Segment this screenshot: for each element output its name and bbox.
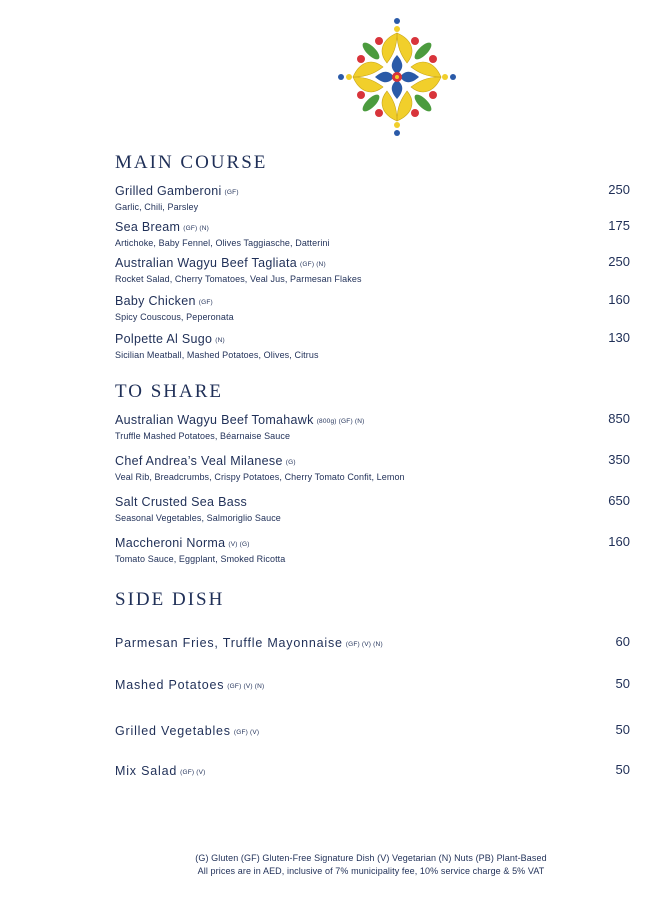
item-tags: (GF) xyxy=(198,299,213,306)
item-tags: (800g) (GF) (N) xyxy=(316,418,365,425)
menu-item xyxy=(115,676,630,694)
item-name: Baby Chicken xyxy=(115,294,196,308)
item-description: Sicilian Meatball, Mashed Potatoes, Olives, Citrus xyxy=(115,350,319,360)
item-name: Chef Andrea’s Veal Milanese xyxy=(115,454,283,468)
item-tags: (GF) (V) xyxy=(233,729,260,736)
item-price: 250 xyxy=(608,182,630,197)
section-title-main-course: MAIN COURSE xyxy=(115,152,268,173)
item-name: Mix Salad xyxy=(115,764,178,778)
item-price: 850 xyxy=(608,411,630,426)
menu-item xyxy=(115,218,630,249)
dietary-legend: (G) Gluten (GF) Gluten-Free Signature Dish (V) Vegetarian (N) Nuts (PB) Plant-Based xyxy=(195,853,547,863)
item-price: 50 xyxy=(615,762,630,777)
menu-item xyxy=(115,182,630,213)
menu-footer xyxy=(150,852,592,878)
item-description: Veal Rib, Breadcrumbs, Crispy Potatoes, Cherry Tomato Confit, Lemon xyxy=(115,472,405,482)
item-description: Spicy Couscous, Peperonata xyxy=(115,312,234,322)
item-price: 175 xyxy=(608,218,630,233)
item-description: Seasonal Vegetables, Salmoriglio Sauce xyxy=(115,513,281,523)
item-price: 160 xyxy=(608,534,630,549)
menu-item xyxy=(115,762,630,780)
item-name: Grilled Gamberoni xyxy=(115,184,222,198)
menu-item xyxy=(115,534,630,565)
item-name: Grilled Vegetables xyxy=(115,724,231,738)
item-price: 160 xyxy=(608,292,630,307)
item-price: 50 xyxy=(615,676,630,691)
item-price: 130 xyxy=(608,330,630,345)
item-description: Tomato Sauce, Eggplant, Smoked Ricotta xyxy=(115,554,286,564)
item-tags: (GF) (N) xyxy=(300,261,326,268)
item-tags: (GF) (V) (N) xyxy=(345,641,383,648)
menu-item xyxy=(115,634,630,652)
section-title-side-dish: SIDE DISH xyxy=(115,589,225,610)
item-tags: (V) (G) xyxy=(228,541,250,548)
menu-item xyxy=(115,292,630,323)
item-name: Mashed Potatoes xyxy=(115,678,225,692)
item-name: Australian Wagyu Beef Tagliata xyxy=(115,256,298,270)
item-tags: (GF) xyxy=(224,189,239,196)
item-description: Truffle Mashed Potatoes, Béarnaise Sauce xyxy=(115,431,291,441)
item-tags: (G) xyxy=(285,459,296,466)
menu-item xyxy=(115,493,630,524)
item-description: Rocket Salad, Cherry Tomatoes, Veal Jus, Parmesan Flakes xyxy=(115,274,362,284)
item-description: Garlic, Chili, Parsley xyxy=(115,202,199,212)
item-tags: (GF) (N) xyxy=(183,225,210,232)
item-price: 250 xyxy=(608,254,630,269)
pricing-note: All prices are in AED, inclusive of 7% municipality fee, 10% service charge & 5% VAT xyxy=(197,866,545,876)
item-name: Parmesan Fries, Truffle Mayonnaise xyxy=(115,636,343,650)
menu-item xyxy=(115,411,630,442)
item-tags: (GF) (V) (N) xyxy=(227,683,265,690)
item-tags: (GF) (V) xyxy=(180,769,206,776)
item-name: Sea Bream xyxy=(115,220,181,234)
decorative-tile-ornament-icon xyxy=(337,16,457,138)
item-name: Maccheroni Norma xyxy=(115,536,226,550)
item-name: Australian Wagyu Beef Tomahawk xyxy=(115,413,314,427)
ornament-center-dot xyxy=(395,75,399,79)
item-price: 60 xyxy=(615,634,630,649)
menu-item xyxy=(115,452,630,483)
item-description: Artichoke, Baby Fennel, Olives Taggiasche, Datterini xyxy=(115,238,330,248)
item-tags: (N) xyxy=(215,337,225,344)
section-title-to-share: TO SHARE xyxy=(115,381,224,402)
menu-item xyxy=(115,330,630,361)
item-price: 50 xyxy=(615,722,630,737)
menu-item xyxy=(115,722,630,740)
menu-item xyxy=(115,254,630,285)
item-name: Salt Crusted Sea Bass xyxy=(115,495,248,509)
item-price: 350 xyxy=(608,452,630,467)
item-name: Polpette Al Sugo xyxy=(115,332,213,346)
item-price: 650 xyxy=(608,493,630,508)
